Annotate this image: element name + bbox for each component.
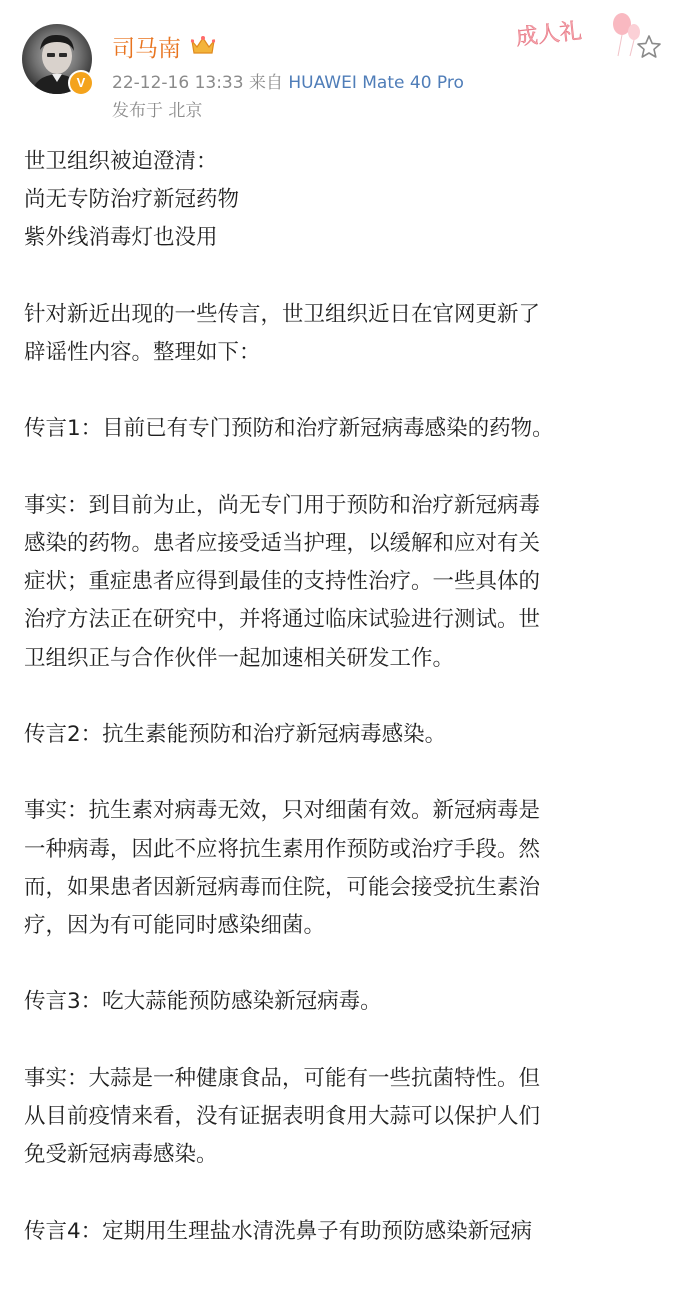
post-paragraph [24,792,669,945]
post-text-line: 传言2：抗生素能预防和治疗新冠病毒感染。 [24,721,447,747]
post-paragraph [24,143,669,258]
post-text-line: 症状；重症患者应得到最佳的支持性治疗。一些具体的 [24,569,541,595]
post-text-line: 事实：大蒜是一种健康食品，可能有一些抗菌特性。但 [24,1065,541,1091]
favorite-star-icon[interactable] [636,34,662,60]
post-text-line: 一种病毒，因此不应将抗生素用作预防或治疗手段。然 [24,836,541,862]
post-paragraph [24,1060,669,1175]
post-text-line: 事实：抗生素对病毒无效，只对细菌有效。新冠病毒是 [24,798,541,824]
post-text-line: 疗，因为有可能同时感染细菌。 [24,912,326,938]
post-paragraph [24,1213,669,1251]
post-text-line: 世卫组织被迫澄清： [24,149,218,174]
post-text-line: 卫组织正与合作伙伴一起加速相关研发工作。 [24,645,455,671]
coming-of-age-decoration [512,10,642,60]
post-paragraph [24,296,669,372]
author-name[interactable]: 司马南 [112,36,181,62]
post-text-line: 免受新冠病毒感染。 [24,1142,218,1168]
post-meta [112,68,464,93]
post-paragraph [24,487,669,678]
verified-badge-icon: V [68,70,94,96]
post-text-line: 传言3：吃大蒜能预防感染新冠病毒。 [24,989,382,1015]
post-text-line: 传言1：目前已有专门预防和治疗新冠病毒感染的药物。 [24,416,554,442]
post-text-line: 针对新近出现的一些传言，世卫组织近日在官网更新了 [24,301,541,327]
post-text-line: 治疗方法正在研究中，并将通过临床试验进行测试。世 [24,607,541,633]
crown-icon [190,34,216,56]
post-body [24,143,669,1289]
post-text-line: 尚无专防治疗新冠药物 [24,187,240,213]
post-text-line: 辟谣性内容。整理如下： [24,340,261,365]
post-paragraph [24,410,669,448]
post-text-line: 事实：到目前为止，尚无专门用于预防和治疗新冠病毒 [24,492,541,518]
post-paragraph [24,983,669,1021]
post-text-line: 紫外线消毒灯也没用 [24,225,218,251]
source-prefix: 来自 [248,73,283,93]
post-timestamp: 22-12-16 13:33 [112,73,244,93]
post-header [0,0,687,130]
post-location: 发布于 北京 [112,101,203,121]
device-link[interactable]: HUAWEI Mate 40 Pro [288,73,464,93]
post-text-line: 从目前疫情来看，没有证据表明食用大蒜可以保护人们 [24,1103,541,1129]
post-text-line: 感染的药物。患者应接受适当护理，以缓解和应对有关 [24,530,541,556]
post-paragraph [24,716,669,754]
post-text-line: 而，如果患者因新冠病毒而住院，可能会接受抗生素治 [24,874,541,900]
post-text-line: 传言4：定期用生理盐水清洗鼻子有助预防感染新冠病 [24,1218,533,1244]
decoration-text: 成人礼 [514,18,584,51]
